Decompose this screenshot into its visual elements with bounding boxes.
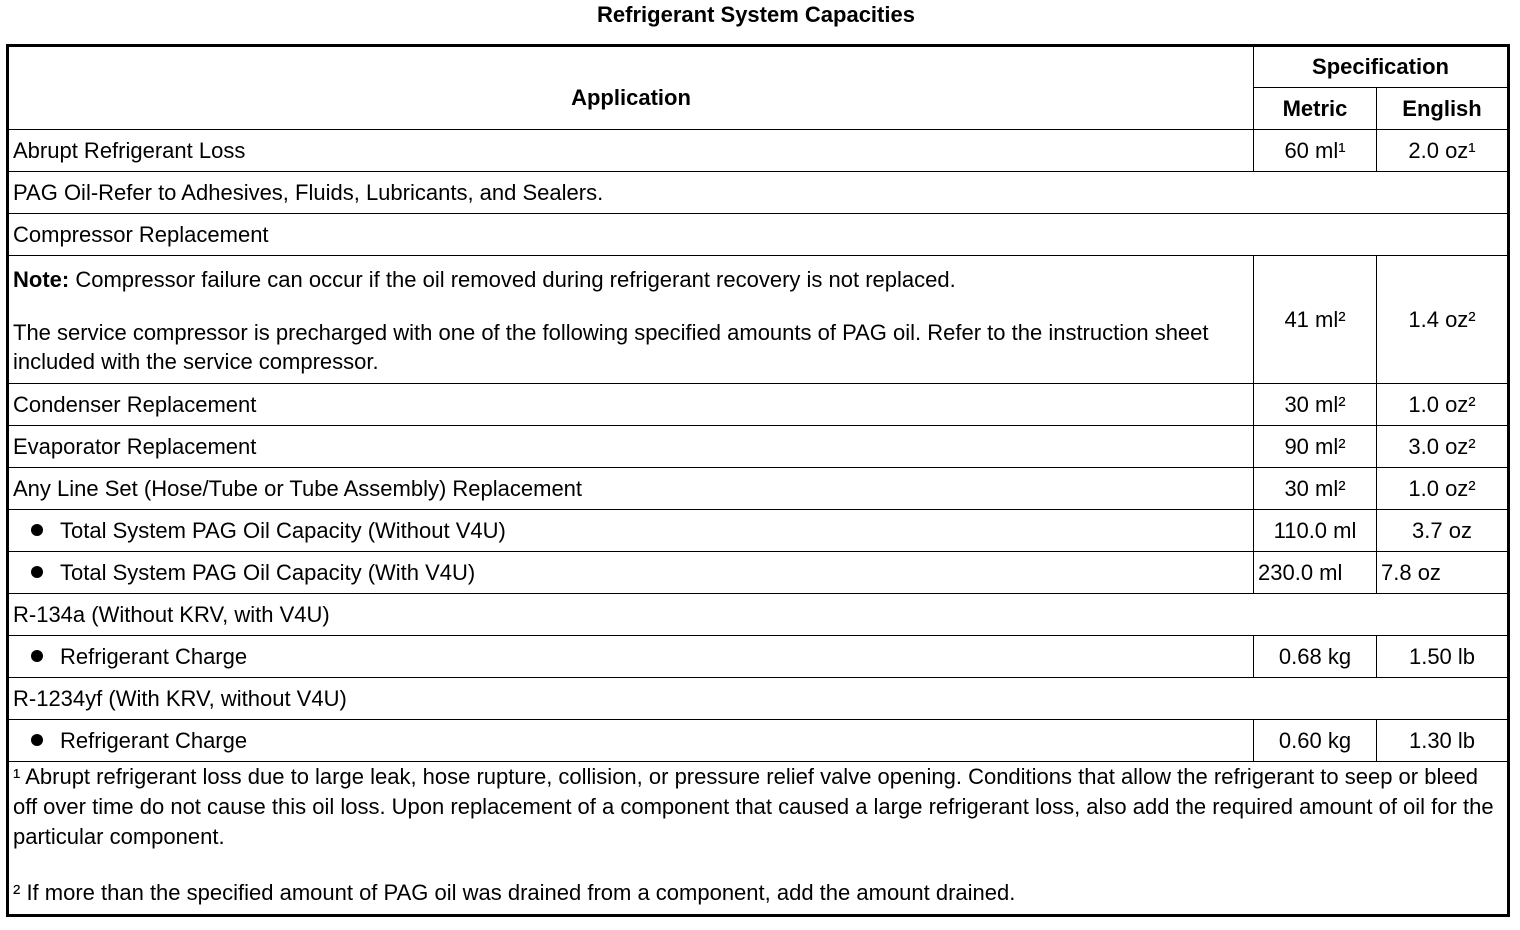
bullet-icon — [31, 566, 43, 578]
english-value: 3.0 oz² — [1377, 426, 1509, 468]
table-row — [8, 636, 1509, 678]
capacities-table — [6, 44, 1510, 917]
table-row — [8, 214, 1509, 256]
metric-value: 0.68 kg — [1254, 636, 1377, 678]
row-label: Total System PAG Oil Capacity (Without V4U) — [60, 517, 506, 543]
row-label: Condenser Replacement — [8, 384, 1254, 426]
bullet-icon — [31, 734, 43, 746]
footnotes — [8, 762, 1509, 916]
row-label: Refrigerant Charge — [60, 727, 248, 753]
table-row — [8, 510, 1509, 552]
footnote-row — [8, 762, 1509, 916]
footnote-2: ² If more than the specified amount of PAG oil was drained from a component, add the amount drained. — [13, 880, 1016, 905]
metric-value: 60 ml¹ — [1254, 130, 1377, 172]
row-label: Abrupt Refrigerant Loss — [8, 130, 1254, 172]
metric-value: 0.60 kg — [1254, 720, 1377, 762]
metric-value: 30 ml² — [1254, 468, 1377, 510]
metric-header: Metric — [1254, 88, 1377, 130]
english-value: 1.50 lb — [1377, 636, 1509, 678]
row-label: Any Line Set (Hose/Tube or Tube Assembly) Replacement — [8, 468, 1254, 510]
metric-value: 90 ml² — [1254, 426, 1377, 468]
row-label-bulleted — [8, 552, 1254, 594]
table-row — [8, 172, 1509, 214]
header-row — [8, 46, 1509, 88]
table-row — [8, 720, 1509, 762]
metric-value: 30 ml² — [1254, 384, 1377, 426]
note-label: Note: — [13, 267, 70, 292]
row-label: Evaporator Replacement — [8, 426, 1254, 468]
note-cell — [8, 256, 1254, 384]
table-row — [8, 426, 1509, 468]
english-value: 1.4 oz² — [1377, 256, 1509, 384]
note-text-2: The service compressor is precharged with one of the following specified amounts of PAG oil. Refer to the instruction sheet included with the service compressor. — [13, 320, 1209, 374]
metric-value: 110.0 ml — [1254, 510, 1377, 552]
table-row — [8, 384, 1509, 426]
row-label: Compressor Replacement — [8, 214, 1509, 256]
application-header: Application — [8, 46, 1254, 130]
english-value: 3.7 oz — [1377, 510, 1509, 552]
row-label-bulleted — [8, 720, 1254, 762]
row-label-bulleted — [8, 636, 1254, 678]
footnote-1: ¹ Abrupt refrigerant loss due to large leak, hose rupture, collision, or pressure relief valve opening. Conditions that allow the refrigerant to seep or bleed off over time do not cause this oil loss. Upon replacement of a component that caused a large refrigerant loss, also add the required amount of oil for the particular component. — [13, 764, 1494, 849]
metric-value: 230.0 ml — [1254, 552, 1377, 594]
english-value: 7.8 oz — [1377, 552, 1509, 594]
row-label: R-134a (Without KRV, with V4U) — [8, 594, 1509, 636]
table-row — [8, 130, 1509, 172]
table-row — [8, 594, 1509, 636]
row-label-bulleted — [8, 510, 1254, 552]
english-value: 1.0 oz² — [1377, 468, 1509, 510]
english-value: 1.30 lb — [1377, 720, 1509, 762]
table-row — [8, 552, 1509, 594]
row-label: Total System PAG Oil Capacity (With V4U) — [60, 559, 476, 585]
bullet-icon — [31, 524, 43, 536]
table-row — [8, 468, 1509, 510]
metric-value: 41 ml² — [1254, 256, 1377, 384]
bullet-icon — [31, 650, 43, 662]
english-header: English — [1377, 88, 1509, 130]
row-label: PAG Oil-Refer to Adhesives, Fluids, Lubricants, and Sealers. — [8, 172, 1509, 214]
row-label: R-1234yf (With KRV, without V4U) — [8, 678, 1509, 720]
table-row — [8, 256, 1509, 384]
table-row — [8, 678, 1509, 720]
english-value: 2.0 oz¹ — [1377, 130, 1509, 172]
specification-header: Specification — [1254, 46, 1509, 88]
english-value: 1.0 oz² — [1377, 384, 1509, 426]
page-title: Refrigerant System Capacities — [597, 2, 915, 27]
note-text: Compressor failure can occur if the oil removed during refrigerant recovery is not replaced. — [69, 267, 956, 292]
row-label: Refrigerant Charge — [60, 643, 248, 669]
